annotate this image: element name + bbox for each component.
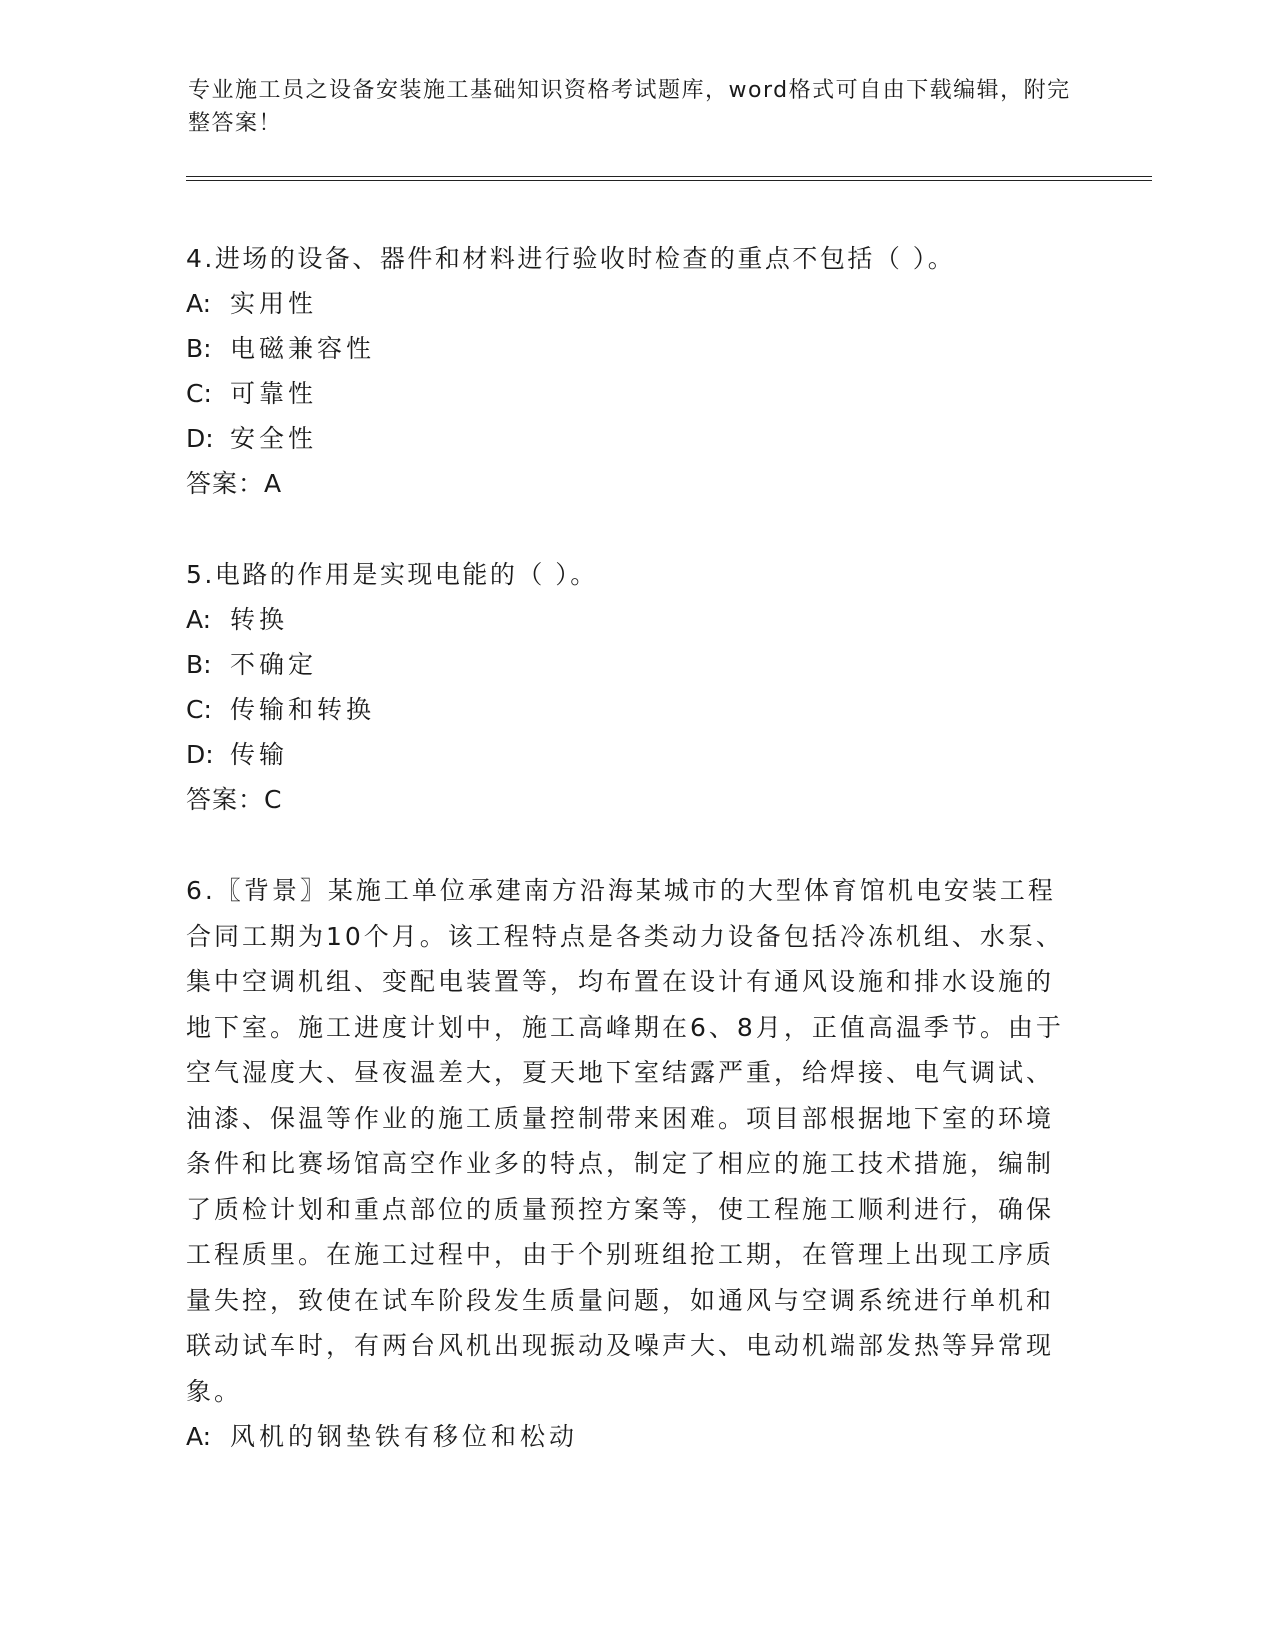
option-key: A: — [186, 1422, 212, 1451]
option-b — [186, 642, 1086, 687]
option-text: 传输 — [230, 740, 289, 769]
option-key: B: — [186, 334, 212, 363]
option-a — [186, 1414, 1086, 1459]
question-list — [186, 236, 1086, 1505]
option-text: 不确定 — [230, 650, 318, 679]
question-stem: 5.电路的作用是实现电能的（ ）。 — [186, 560, 598, 589]
option-key: B: — [186, 650, 212, 679]
option-text: 可靠性 — [230, 379, 318, 408]
answer-line: 答案：C — [186, 785, 283, 814]
option-c — [186, 371, 1086, 416]
option-text: 实用性 — [230, 289, 318, 318]
option-text: 电磁兼容性 — [230, 334, 376, 363]
question-stem: 4.进场的设备、器件和材料进行验收时检查的重点不包括（ ）。 — [186, 244, 956, 273]
option-a — [186, 281, 1086, 326]
option-text: 风机的钢垫铁有移位和松动 — [230, 1422, 579, 1451]
option-key: C: — [186, 379, 212, 408]
question-4 — [186, 236, 1086, 506]
header-divider-top — [186, 176, 1152, 177]
option-key: A: — [186, 605, 212, 634]
document-header-intro: 专业施工员之设备安装施工基础知识资格考试题库，word格式可自由下载编辑，附完整答案！ — [188, 78, 1071, 136]
option-d — [186, 416, 1086, 461]
option-c — [186, 687, 1086, 732]
option-a — [186, 597, 1086, 642]
question-6 — [186, 868, 1086, 1459]
option-b — [186, 326, 1086, 371]
option-key: C: — [186, 695, 212, 724]
option-text: 安全性 — [230, 424, 318, 453]
option-key: D: — [186, 424, 214, 453]
answer-line: 答案：A — [186, 469, 283, 498]
option-d — [186, 732, 1086, 777]
option-text: 转换 — [230, 605, 289, 634]
question-5 — [186, 552, 1086, 822]
header-divider-bottom — [186, 180, 1152, 181]
option-key: D: — [186, 740, 214, 769]
option-key: A: — [186, 289, 212, 318]
option-text: 传输和转换 — [230, 695, 376, 724]
question-stem: 6.〖背景〗某施工单位承建南方沿海某城市的大型体育馆机电安装工程合同工期为10个月。该工程特点是各类动力设备包括冷冻机组、水泵、集中空调机组、变配电装置等，均布置在设计有通风设施和排水设施的地下室。施工进度计划中，施工高峰期在6、8月，正值高温季节。由于空气湿度大、昼夜温差大，夏天地下室结露严重，给焊接、电气调试、油漆、保温等作业的施工质量控制带来困难。项目部根据地下室的环境条件和比赛场馆高空作业多的特点，制定了相应的施工技术措施，编制了质检计划和重点部位的质量预控方案等，使工程施工顺利进行，确保工程质里。在施工过程中，由于个别班组抢工期，在管理上出现工序质量失控，致使在试车阶段发生质量问题，如通风与空调系统进行单机和联动试车时，有两台风机出现振动及噪声大、电动机端部发热等异常现象。 — [186, 876, 1064, 1406]
